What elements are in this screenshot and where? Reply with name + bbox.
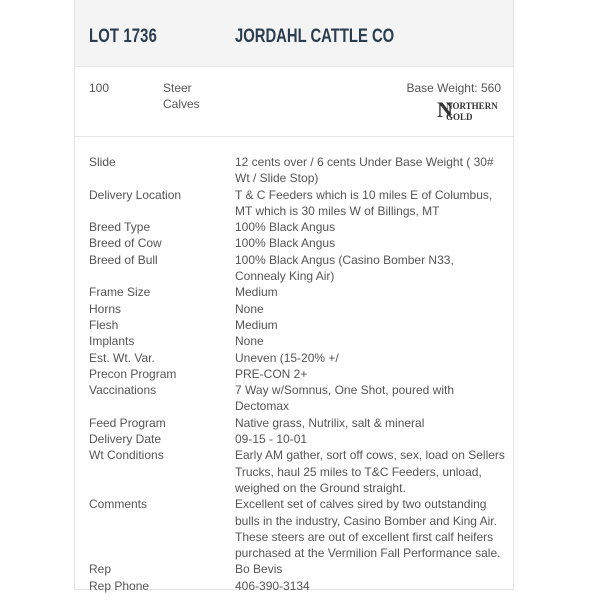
detail-row	[89, 431, 509, 447]
detail-label: Comments	[89, 497, 148, 512]
detail-row	[89, 301, 509, 317]
detail-label: Slide	[89, 155, 116, 169]
northern-gold-logo	[437, 95, 499, 123]
detail-row	[89, 252, 509, 285]
detail-value: Medium	[235, 317, 278, 332]
detail-label: Breed of Bull	[89, 252, 158, 267]
detail-row	[89, 187, 509, 220]
detail-value: Excellent set of calves sired by two outstanding bulls in the industry, Casino Bomber and King Air. These steers are out of excellent first calf heifers purchased at the Vermilion Fall Performance sale.	[235, 497, 501, 561]
detail-label: Breed of Cow	[89, 236, 162, 251]
detail-label: Implants	[89, 334, 135, 349]
detail-value: T & C Feeders which is 10 miles E of Columbus, MT which is 30 miles W of Billings, MT	[235, 187, 493, 218]
detail-row	[89, 350, 509, 366]
svg-text:N: N	[437, 97, 453, 122]
detail-label: Est. Wt. Var.	[89, 350, 155, 365]
detail-value: 09-15 - 10-01	[235, 432, 308, 447]
detail-value: 100% Black Angus	[235, 220, 336, 235]
detail-value: None	[235, 301, 264, 316]
details-list	[89, 154, 509, 594]
detail-row	[89, 496, 509, 561]
detail-label: Delivery Location	[89, 187, 182, 202]
detail-row	[89, 382, 509, 415]
detail-row	[89, 284, 509, 300]
ranch-name: JORDAHL CATTLE CO	[235, 26, 395, 47]
detail-row	[89, 333, 509, 349]
detail-row	[89, 317, 509, 333]
detail-value: Medium	[235, 285, 278, 300]
detail-row	[89, 578, 509, 594]
lot-number: LOT 1736	[89, 26, 157, 47]
cattle-type: Steer Calves	[163, 81, 200, 111]
detail-row	[89, 415, 509, 431]
lot-summary	[75, 66, 513, 137]
detail-label: Flesh	[89, 317, 119, 332]
svg-text:GOLD: GOLD	[446, 112, 473, 122]
detail-label: Breed Type	[89, 220, 151, 235]
detail-row	[89, 154, 509, 187]
detail-value: None	[235, 334, 264, 349]
detail-value: 12 cents over / 6 cents Under Base Weight ( 30# Wt / Slide Stop)	[235, 155, 494, 186]
detail-value: Early AM gather, sort off cows, sex, load on Sellers Trucks, haul 25 miles to T&C Feeders, unload, weighed on the Ground straight.	[235, 448, 505, 495]
detail-label: Vaccinations	[89, 383, 157, 398]
detail-label: Precon Program	[89, 366, 177, 381]
detail-value: 7 Way w/Somnus, One Shot, poured with Dectomax	[235, 383, 454, 414]
detail-label: Delivery Date	[89, 432, 162, 447]
detail-label: Horns	[89, 301, 122, 316]
detail-label: Frame Size	[89, 285, 151, 300]
detail-value: 406-390-3134	[235, 578, 310, 593]
detail-label: Rep	[89, 562, 112, 577]
detail-value: Uneven (15-20% +/	[235, 350, 339, 365]
detail-row	[89, 561, 509, 577]
lot-header	[75, 0, 513, 67]
detail-row	[89, 366, 509, 382]
detail-row	[89, 235, 509, 251]
detail-row	[89, 219, 509, 235]
base-weight: Base Weight: 560	[406, 81, 501, 95]
detail-value: Bo Bevis	[235, 562, 283, 577]
detail-row	[89, 447, 509, 496]
detail-value: 100% Black Angus (Casino Bomber N33, Connealy King Air)	[235, 252, 454, 284]
detail-value: Native grass, Nutrilix, salt & mineral	[235, 415, 425, 430]
detail-label: Feed Program	[89, 415, 166, 430]
detail-label: Wt Conditions	[89, 448, 164, 463]
detail-value: PRE-CON 2+	[235, 366, 308, 381]
svg-text:NORTHERN: NORTHERN	[446, 101, 498, 111]
detail-value: 100% Black Angus	[235, 236, 336, 251]
detail-label: Rep Phone	[89, 578, 150, 593]
lot-card	[74, 0, 514, 593]
head-count: 100	[89, 81, 110, 95]
